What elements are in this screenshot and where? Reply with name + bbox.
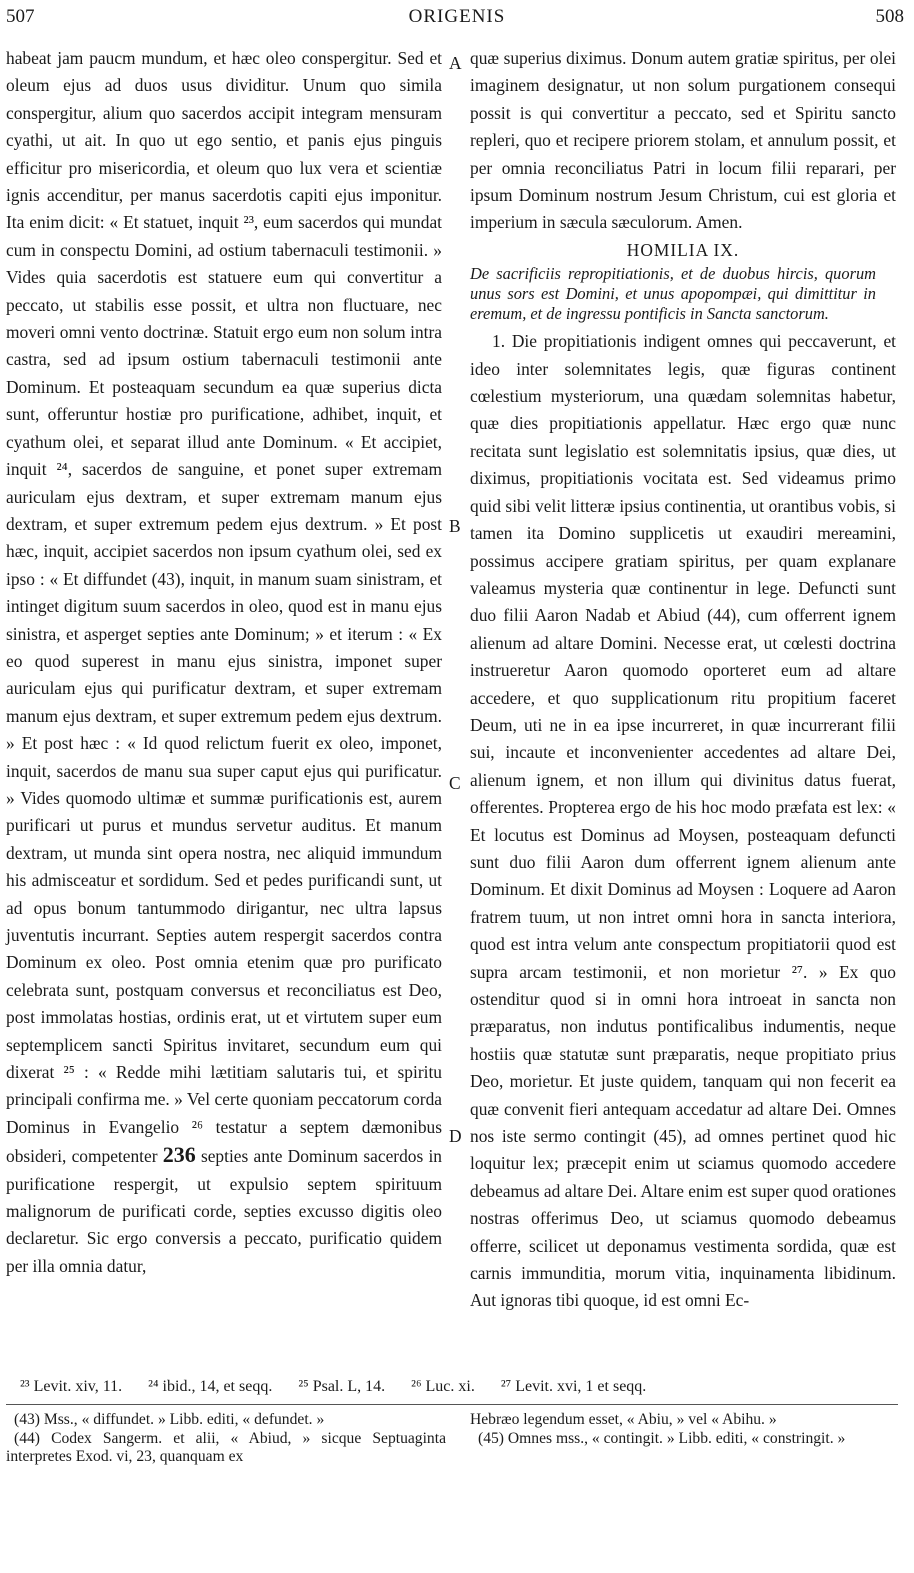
scripture-ref: ²⁶ Luc. xi. xyxy=(411,1378,475,1395)
editorial-notes-right xyxy=(470,1411,896,1448)
right-column xyxy=(470,45,896,1315)
margin-letter-b: B xyxy=(449,516,461,536)
scripture-ref: ²⁴ ibid., 14, et seqq. xyxy=(148,1378,273,1395)
margin-letter-a: A xyxy=(449,53,462,73)
running-header xyxy=(0,6,914,32)
left-paragraph xyxy=(6,45,442,1280)
page-number-left: 507 xyxy=(6,6,35,27)
left-paragraph-text-end: septies ante Dominum sacerdos in purificatione respergit, ut expulsio septem spirituum malignorum de purificati corde, septies excusso digitis oleo declaretur. Sic ergo conversis a peccato, purificatio quidem per illa omnia datur, xyxy=(6,1146,442,1276)
editorial-note: (45) Omnes mss., « contingit. » Libb. editi, « constringit. » xyxy=(478,1429,846,1447)
right-paragraph-homily: 1. Die propitiationis indigent omnes qui peccaverunt, et ideo inter solemnitates legis, quæ figuras continent cœlestium mysteriorum, una quædam solemnitas habetur, quæ dies propitiationis appellatur. Hæc ergo quæ nunc recitata sunt legislatio est solemnitatis ipsius, quæ dies, ut diximus, propitiationis vocitata est. Sed videamus primo quid sibi velit litteræ ipsius continentia, ut orantibus vobis, si tamen ita Domino supplicetis ut exaudiri mereamini, possimus accipere gratiam spiritus, per quam explanare valeamus mysteria quæ continentur in lege. Defuncti sunt duo filii Aaron Nadab et Abiud (44), cum offerrent ignem alienum ad altare Domini. Necesse erat, ut cœlesti doctrina instrueretur Aaron quomodo oporteret eum ad altare accedere, et quo supplicationum ritu propitium faceret Deum, uti ne in ea ipse incurreret, in quæ incurrerant filii sui, incaute et inconvenienter accedentes ad altare Dei, alienum ignem, et non illum qui divinitus datus fuerat, offerentes. Propterea ergo de his hoc modo præfata est lex: « Et locutus est Dominus ad Moysen, posteaquam defuncti sunt duo filii Aaron dum offerrent ignem alienum ante Dominum. Et dixit Dominus ad Moysen : Loquere ad Aaron fratrem tuum, ut non intret omni hora in sancta interiora, quod est intra velum ante conspectum propitiatorii quod est supra arcam testimonii, et non morietur ²⁷. » Ex quo ostenditur quod si in omni hora introeat in sancta non præparatus, non indutus pontificalibus indumentis, neque hostiis quæ statutæ sunt præparatis, neque propitiato prius Deo, morietur. Et juste quidem, tanquam qui non fecerit ea quæ convenit fieri antequam accedatur ad altare Dei. Omnes nos iste sermo contingit (45), ad omnes pertinet quod hic loquitur lex; præcepit enim ut sciamus quomodo accedere debeamus ad altare Dei. Altare enim est super quod orationes nostras offerimus Deo, ut sciamus quomodo debeamus offerre, scilicet ut deponamus vestimenta sordida, quæ est carnis immunditia, morum vitia, inquinamenta libidinum. Aut ignoras tibi quoque, id est omni Ec- xyxy=(470,331,896,1311)
scripture-ref: ²⁵ Psal. L, 14. xyxy=(298,1378,386,1395)
scripture-ref: ²³ Levit. xiv, 11. xyxy=(20,1378,123,1395)
margin-letter-c: C xyxy=(449,773,461,793)
page-marker-236: 236 xyxy=(162,1142,196,1168)
running-title: ORIGENIS xyxy=(408,6,506,27)
left-column xyxy=(6,45,442,1280)
page-number-right: 508 xyxy=(875,6,904,27)
margin-letter-d: D xyxy=(449,1126,462,1146)
editorial-notes-left xyxy=(6,1411,446,1467)
notes-divider xyxy=(6,1404,898,1405)
editorial-note: (43) Mss., « diffundet. » Libb. editi, « defundet. » xyxy=(14,1411,325,1428)
homily-title: HOMILIA IX. xyxy=(626,239,740,260)
editorial-note: Hebræo legendum esset, « Abiu, » vel « Abihu. » xyxy=(470,1411,777,1428)
left-paragraph-text: habeat jam paucm mundum, et hæc oleo conspergitur. Sed et oleum ejus ad duos usus dividitur. Unum quo simila conspergitur, alium quo sacerdos accipit integram mensuram cyathi, ut ait. In quo ut ego sentio, et panis ejus pinguis efficitur pro misericordia, et oleum quo lux vera et scientiæ ignis accenditur, per manus sacerdotis capiti ejus imponitur. Ita enim dicit: « Et statuet, inquit ²³, eum sacerdos qui mundat cum in conspectu Domini, ad ostium tabernaculi testimonii. » Vides quia sacerdotis est statuere eum qui convertitur a peccato, ut stabilis esse possit, et ultra non fluctuare, nec moveri omni vento doctrinæ. Statuit ergo eum non solum intra castra, sed ad ipsum ostium tabernaculi testimonii ante Dominum. Et posteaquam secundum ea quæ superius dicta sunt, offeruntur hostiæ pro purificatione, adhibet, inquit, et cyathum olei, et separat illud ante Dominum. « Et accipiet, inquit ²⁴, sacerdos de sanguine, et ponet super extremam auriculam ejus dextram, et super extremam manum ejus dextram, et super extremum pedem ejus dextrum. » Et post hæc, inquit, accipiet sacerdos non ipsum cyathum olei, sed ex ipso : « Et diffundet (43), inquit, in manum suam sinistram, et intinget digitum suum sacerdos in oleo, quod est in manu ejus sinistra, et asperget septies ante Dominum; » et iterum : « Ex eo quod superest in manu ejus sinistra, imponet super auriculam ejus qui purificatur dextram, et super extremam manum ejus dextram, et super extremum pedem ejus dextrum. » Et post hæc : « Id quod relictum fuerit ex oleo, imponet, inquit, sacerdos de manu sua super caput ejus qui purificatur. » Vides quomodo ultimæ et summæ purificationis est, aurem purificari ut purus et mundus servetur auditus. Et manum dextram, ut munda sint opera nostra, nec aliquid immundum his admisceatur et sordidum. Sed et pedes purificandi sunt, ut ad opus bonum tantummodo dirigantur, nec ultra lapsus juventutis incurrant. Septies autem respergit sacerdos contra Dominum ex oleo. Post omnia etenim quæ pro purificato celebrata sunt, postquam conversus et reconciliatus est Deo, post immolatas hostias, ordinis erat, ut et virtutem super eum septemplicem sancti Spiritus invitaret, secundum eum qui dixerat ²⁵ : « Redde mihi lætitiam salutaris tui, et spiritu principali confirma me. » Vel certe quoniam peccatorum corda Dominus in Evangelio ²⁶ testatur a septem dæmonibus obsideri, competenter xyxy=(6,48,442,1167)
scripture-references xyxy=(20,1378,900,1396)
scripture-ref: ²⁷ Levit. xvi, 1 et seqq. xyxy=(500,1378,647,1395)
editorial-note: (44) Codex Sangerm. et alii, « Abiud, » sicque Septuaginta interpretes Exod. vi, 23, quanquam ex xyxy=(6,1429,446,1465)
right-paragraph-opening: quæ superius diximus. Donum autem gratiæ spiritus, per olei imaginem designatur, ut non solum purgationem consequi possit is qui convertitur a peccato, sed et Spiritu sancto repleri, quo et recipere priorem stolam, et annulum possit, et per omnia reconciliatus Patri in locum filii reparari, per ipsum Dominum nostrum Jesum Christum, cui est gloria et imperium in sæcula sæculorum. Amen. xyxy=(470,48,896,233)
homily-subtitle: De sacrificiis repropitiationis, et de duobus hircis, quorum unus sors est Domini, et unus apopompæi, qui dimittitur in eremum, et de ingressu pontificis in Sancta sanctorum. xyxy=(470,264,876,324)
